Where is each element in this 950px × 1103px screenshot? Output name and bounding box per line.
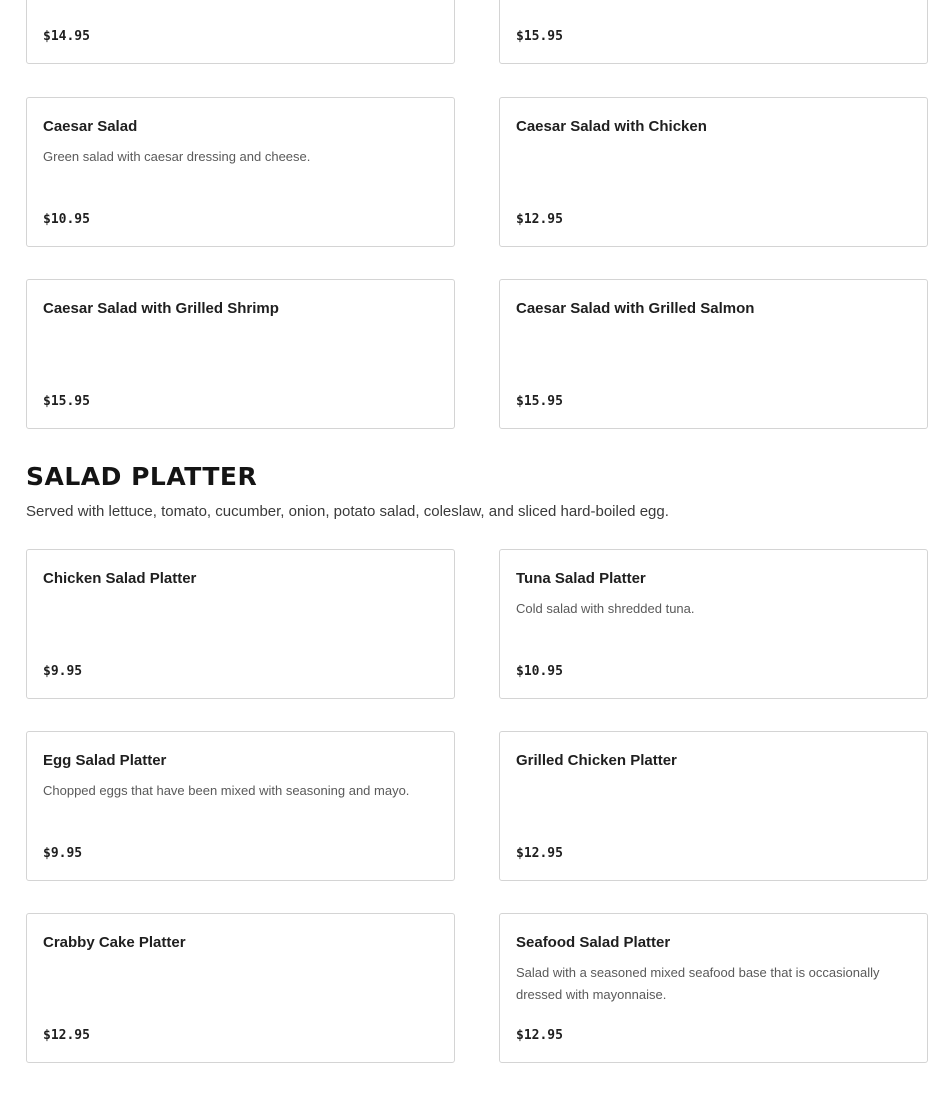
section-title: SALAD PLATTER: [26, 462, 258, 491]
item-name: Caesar Salad: [43, 118, 138, 135]
menu-item-card[interactable]: [26, 0, 455, 64]
menu-item-card-tuna-salad-platter[interactable]: [499, 549, 928, 699]
menu-item-card-caesar-salad-chicken[interactable]: [499, 97, 928, 247]
menu-item-card-caesar-salad[interactable]: [26, 97, 455, 247]
item-name: Caesar Salad with Chicken: [516, 118, 707, 135]
item-description: Cold salad with shredded tuna.: [516, 601, 695, 616]
menu-item-card-grilled-chicken-platter[interactable]: [499, 731, 928, 881]
menu-item-card[interactable]: [499, 0, 928, 64]
item-price: $9.95: [43, 846, 83, 861]
item-price: $12.95: [516, 212, 563, 227]
item-description: Chopped eggs that have been mixed with seasoning and mayo.: [43, 783, 410, 798]
menu-item-card-crabby-cake-platter[interactable]: [26, 913, 455, 1063]
menu-item-card-caesar-salad-shrimp[interactable]: [26, 279, 455, 429]
item-price: $12.95: [516, 1028, 563, 1043]
menu-item-card-caesar-salad-salmon[interactable]: [499, 279, 928, 429]
item-name: Seafood Salad Platter: [516, 934, 671, 951]
item-name: Crabby Cake Platter: [43, 934, 186, 951]
section-description: Served with lettuce, tomato, cucumber, onion, potato salad, coleslaw, and sliced hard-boiled egg.: [26, 503, 669, 520]
item-price: $14.95: [43, 29, 90, 44]
item-name: Grilled Chicken Platter: [516, 752, 677, 769]
item-price: $10.95: [43, 212, 90, 227]
item-name: Chicken Salad Platter: [43, 570, 197, 587]
item-name: Tuna Salad Platter: [516, 570, 646, 587]
item-price: $9.95: [43, 664, 83, 679]
item-name: Caesar Salad with Grilled Salmon: [516, 300, 755, 317]
item-price: $15.95: [43, 394, 90, 409]
item-price: $10.95: [516, 664, 563, 679]
item-price: $15.95: [516, 29, 563, 44]
menu-item-card-seafood-salad-platter[interactable]: [499, 913, 928, 1063]
item-description: Green salad with caesar dressing and cheese.: [43, 149, 311, 164]
menu-item-card-egg-salad-platter[interactable]: [26, 731, 455, 881]
item-name: Egg Salad Platter: [43, 752, 167, 769]
item-name: Caesar Salad with Grilled Shrimp: [43, 300, 279, 317]
item-price: $12.95: [43, 1028, 90, 1043]
item-description: Salad with a seasoned mixed seafood base that is occasionally dressed with mayonnaise.: [516, 965, 880, 1002]
item-price: $12.95: [516, 846, 563, 861]
item-price: $15.95: [516, 394, 563, 409]
menu-item-card-chicken-salad-platter[interactable]: [26, 549, 455, 699]
